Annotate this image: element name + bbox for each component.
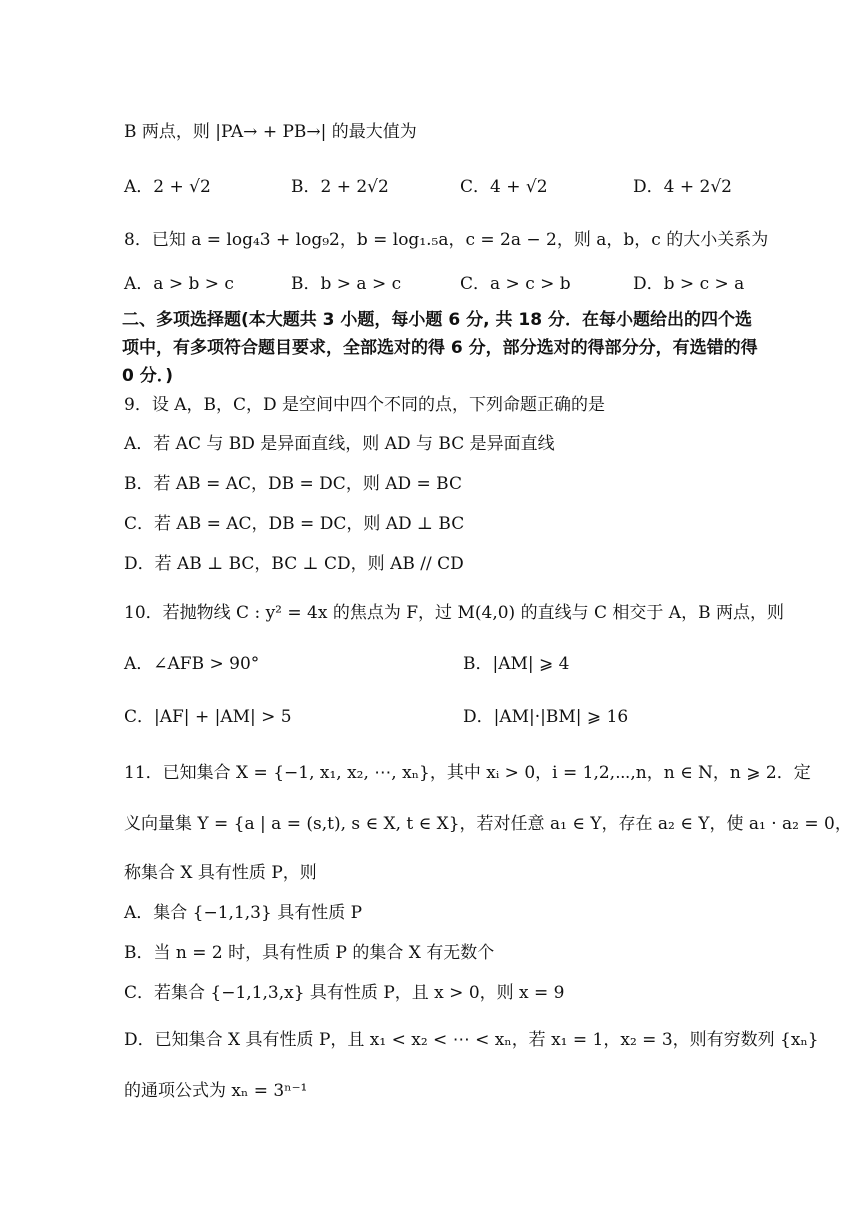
q10-stem: 10．若抛物线 C : y² = 4x 的焦点为 F，过 M(4,0) 的直线与 C 相交于 A，B 两点，则 (124, 603, 784, 623)
q11-option-d: D．已知集合 X 具有性质 P，且 x₁ < x₂ < ⋯ < xₙ，若 x₁ = 1，x₂ = 3，则有穷数列 {xₙ} (124, 1030, 819, 1050)
q11-stem-line3: 称集合 X 具有性质 P，则 (124, 863, 317, 883)
q9-stem: 9．设 A，B，C，D 是空间中四个不同的点，下列命题正确的是 (124, 395, 606, 415)
q11-option-a: A．集合 {−1,1,3} 具有性质 P (124, 903, 363, 923)
q8-stem: 8．已知 a = log₄3 + log₉2，b = log₁.₅a，c = 2a − 2，则 a，b，c 的大小关系为 (124, 230, 769, 250)
q7-option-a: A．2 + √2 (124, 177, 211, 197)
q10-options-row2 (124, 705, 764, 729)
q8-options (124, 272, 764, 296)
q9-option-d: D．若 AB ⊥ BC，BC ⊥ CD，则 AB // CD (124, 554, 464, 574)
q8-option-a: A．a > b > c (124, 274, 234, 294)
q10-option-b: B．|AM| ⩾ 4 (463, 654, 570, 674)
q10-option-a: A．∠AFB > 90° (124, 654, 260, 674)
q11-stem-line2: 义向量集 Y = {a | a = (s,t), s ∈ X, t ∈ X}，若对任意 a₁ ∈ Y，存在 a₂ ∈ Y，使 a₁ · a₂ = 0， (124, 814, 852, 834)
q7-option-b: B．2 + 2√2 (291, 177, 389, 197)
q11-stem-line1: 11．已知集合 X = {−1, x₁, x₂, ⋯, xₙ}，其中 xᵢ > 0，i = 1,2,⋯,n，n ∈ N，n ⩾ 2．定 (124, 763, 811, 783)
q8-option-c: C．a > c > b (460, 274, 571, 294)
q11-option-c: C．若集合 {−1,1,3,x} 具有性质 P，且 x > 0，则 x = 9 (124, 983, 565, 1003)
section2-heading: 二、多项选择题(本大题共 3 小题，每小题 6 分, 共 18 分．在每小题给出的四个选项中，有多项符合题目要求，全部选对的得 6 分，部分选对的得部分分，有选错的得 0 分．) (122, 310, 758, 386)
q9-option-b: B．若 AB = AC，DB = DC，则 AD = BC (124, 474, 462, 494)
q10-option-c: C．|AF| + |AM| > 5 (124, 707, 292, 727)
q8-option-d: D．b > c > a (633, 274, 745, 294)
q11-option-d-tail: 的通项公式为 xₙ = 3ⁿ⁻¹ (124, 1081, 308, 1101)
q10-options-row1 (124, 652, 764, 676)
q10-option-d: D．|AM|·|BM| ⩾ 16 (463, 707, 629, 727)
q11-option-b: B．当 n = 2 时，具有性质 P 的集合 X 有无数个 (124, 943, 495, 963)
q9-option-c: C．若 AB = AC，DB = DC，则 AD ⊥ BC (124, 514, 465, 534)
q7-option-d: D．4 + 2√2 (633, 177, 732, 197)
q7-options (124, 175, 764, 199)
q8-option-b: B．b > a > c (291, 274, 402, 294)
q7-stem-continuation: B 两点，则 |PA→ + PB→| 的最大值为 (124, 122, 417, 142)
q9-option-a: A．若 AC 与 BD 是异面直线，则 AD 与 BC 是异面直线 (124, 434, 555, 454)
q7-option-c: C．4 + √2 (460, 177, 548, 197)
